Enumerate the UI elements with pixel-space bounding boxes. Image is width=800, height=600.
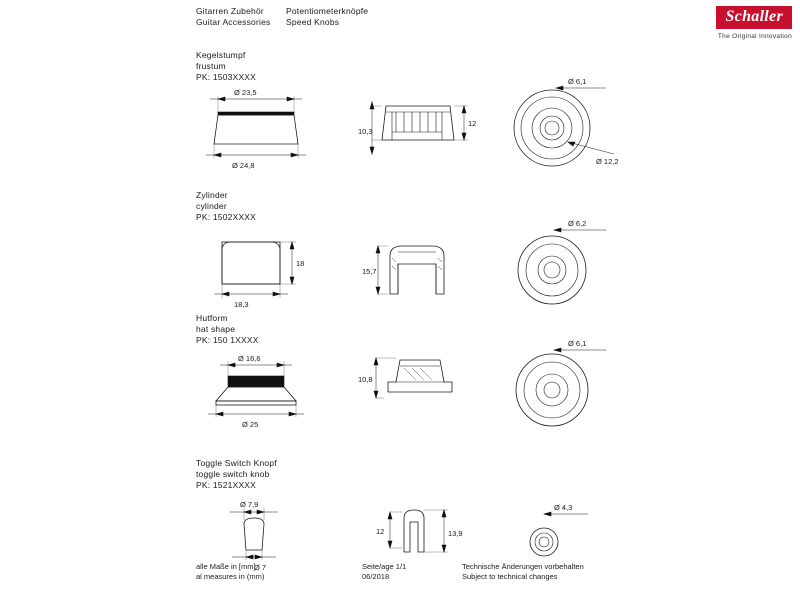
- frustum-title-de: Kegelstumpf: [196, 50, 246, 60]
- frustum-front-view: [196, 82, 336, 172]
- footer-changes-en: Subject to technical changes: [462, 572, 558, 581]
- header-column-product-type: [286, 6, 368, 28]
- frustum-top-view: [496, 70, 646, 175]
- header-family-en: Guitar Accessories: [196, 17, 271, 27]
- toggle-pk: PK: 1521XXXX: [196, 480, 257, 490]
- brand-logo: [620, 6, 792, 40]
- frustum-bottom-dia-label: Ø 24,8: [232, 161, 255, 170]
- cylinder-hole-dia-label: Ø 6,2: [568, 219, 587, 228]
- cylinder-title-de: Zylinder: [196, 190, 228, 200]
- footer-measures: [196, 562, 267, 582]
- frustum-top-dia-label: Ø 23,5: [234, 88, 257, 97]
- hat-front-view: [196, 345, 336, 430]
- toggle-top-dia-label: Ø 7,9: [240, 500, 259, 509]
- footer-page-label: Seite/age 1/1: [362, 562, 407, 571]
- header-family-de: Gitarren Zubehör: [196, 6, 264, 16]
- hat-top-view: [496, 332, 646, 432]
- footer-page: [362, 562, 406, 582]
- toggle-title-de: Toggle Switch Knopf: [196, 458, 277, 468]
- frustum-hole-dia-label: Ø 6,1: [568, 77, 587, 86]
- cylinder-title-en: cylinder: [196, 201, 227, 211]
- toggle-total-height-label: 13,9: [448, 529, 463, 538]
- footer-changes: [462, 562, 584, 582]
- hat-title-de: Hutform: [196, 313, 228, 323]
- cylinder-top-view: [496, 212, 646, 312]
- frustum-total-height-label: 10,3: [358, 127, 373, 136]
- frustum-pk: PK: 1503XXXX: [196, 72, 257, 82]
- footer-measures-de: alle Maße in [mm]: [196, 562, 256, 571]
- sheet-header: [196, 6, 796, 46]
- toggle-top-view: [496, 492, 646, 572]
- hat-hole-dia-label: Ø 6,1: [568, 339, 587, 348]
- toggle-hole-dia-label: Ø 4,3: [554, 503, 573, 512]
- section-label-frustum: [196, 50, 256, 83]
- hat-pk: PK: 150 1XXXX: [196, 335, 259, 345]
- cylinder-pk: PK: 1502XXXX: [196, 212, 257, 222]
- header-type-en: Speed Knobs: [286, 17, 340, 27]
- hat-bottom-dia-label: Ø 25: [242, 420, 259, 429]
- footer-changes-de: Technische Änderungen vorbehalten: [462, 562, 584, 571]
- brand-tagline: The Original Innovation: [717, 33, 792, 40]
- toggle-section-view: [356, 492, 486, 572]
- header-column-product-family: [196, 6, 270, 28]
- cylinder-height-label: 18: [296, 259, 305, 268]
- hat-top-dia-label: Ø 16,6: [238, 354, 261, 363]
- footer-measures-en: al measures in (mm): [196, 572, 265, 581]
- frustum-body-height-label: 12: [468, 119, 477, 128]
- frustum-title-en: frustum: [196, 61, 226, 71]
- header-type-de: Potentiometerknöpfe: [286, 6, 369, 16]
- cylinder-width-label: 18,3: [234, 300, 249, 309]
- hat-title-en: hat shape: [196, 324, 236, 334]
- toggle-title-en: toggle switch knob: [196, 469, 270, 479]
- footer-page-date: 06/2018: [362, 572, 390, 581]
- frustum-section-view: [356, 82, 486, 177]
- cylinder-front-view: [196, 228, 336, 308]
- section-label-hat: [196, 313, 259, 346]
- brand-name: Schaller: [716, 6, 792, 29]
- toggle-bottom-dia-label: Ø 7: [254, 563, 267, 572]
- section-label-cylinder: [196, 190, 256, 223]
- toggle-height-label: 12: [376, 527, 385, 536]
- hat-height-label: 10,8: [358, 375, 373, 384]
- cylinder-section-view: [356, 222, 486, 312]
- hat-section-view: [356, 340, 486, 425]
- cylinder-section-height-label: 15,7: [362, 267, 377, 276]
- section-label-toggle: [196, 458, 277, 491]
- frustum-inner-dia-label: Ø 12,2: [596, 157, 619, 166]
